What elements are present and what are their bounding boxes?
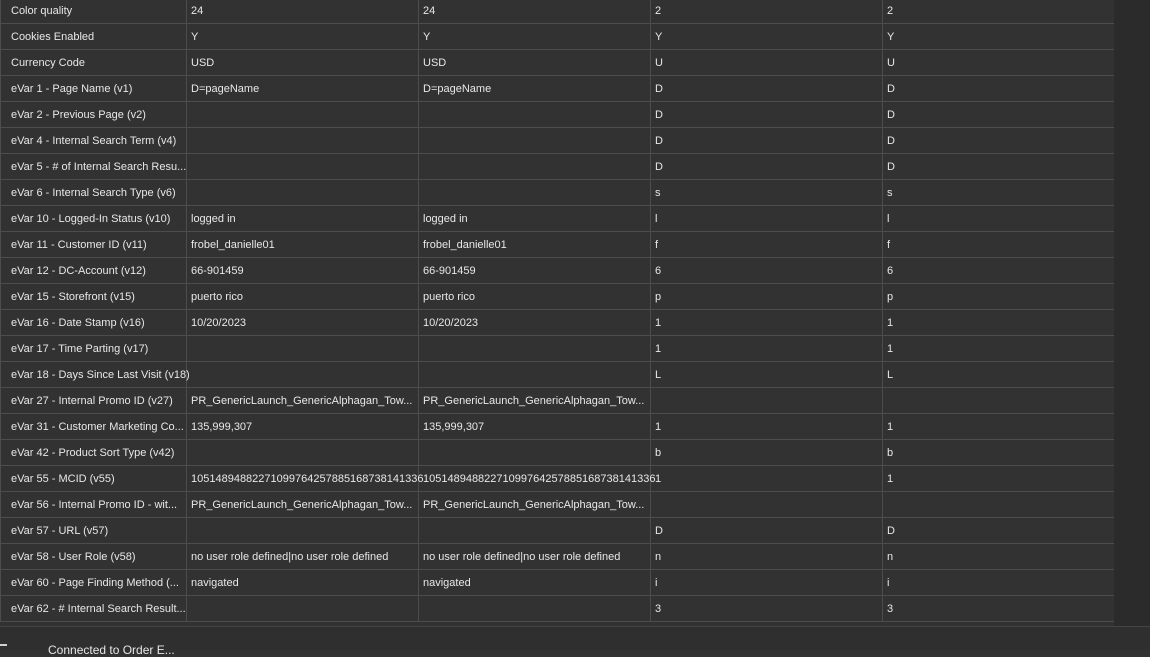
value-cell: p — [883, 284, 1115, 310]
value-cell: D — [883, 128, 1115, 154]
value-cell: PR_GenericLaunch_GenericAlphagan_Tow... — [419, 492, 651, 518]
value-cell — [187, 154, 419, 180]
table-row — [1, 154, 1115, 180]
value-cell: D — [651, 102, 883, 128]
variable-name-cell: eVar 60 - Page Finding Method (... — [1, 570, 187, 596]
value-cell: no user role defined|no user role defined — [419, 544, 651, 570]
value-cell — [419, 180, 651, 206]
value-cell — [187, 128, 419, 154]
table-row — [1, 102, 1115, 128]
value-cell: D — [883, 154, 1115, 180]
value-cell: 1 — [883, 336, 1115, 362]
variable-name-cell: eVar 58 - User Role (v58) — [1, 544, 187, 570]
value-cell: PR_GenericLaunch_GenericAlphagan_Tow... — [187, 492, 419, 518]
variable-name-cell: eVar 12 - DC-Account (v12) — [1, 258, 187, 284]
value-cell: D — [651, 76, 883, 102]
value-cell: l — [883, 206, 1115, 232]
value-cell: U — [883, 50, 1115, 76]
variable-name-cell: eVar 6 - Internal Search Type (v6) — [1, 180, 187, 206]
value-cell: 135,999,307 — [419, 414, 651, 440]
value-cell: 1 — [651, 310, 883, 336]
value-cell: 10/20/2023 — [187, 310, 419, 336]
table-row — [1, 128, 1115, 154]
value-cell: Y — [651, 24, 883, 50]
value-cell — [419, 154, 651, 180]
value-cell — [187, 180, 419, 206]
variable-name-cell: eVar 55 - MCID (v55) — [1, 466, 187, 492]
value-cell: 135,999,307 — [187, 414, 419, 440]
value-cell: D — [883, 76, 1115, 102]
variable-name-cell: eVar 57 - URL (v57) — [1, 518, 187, 544]
value-cell: navigated — [187, 570, 419, 596]
value-cell: 1 — [883, 414, 1115, 440]
value-cell: 3 — [651, 596, 883, 622]
value-cell: 66-901459 — [187, 258, 419, 284]
variable-name-cell: eVar 17 - Time Parting (v17) — [1, 336, 187, 362]
value-cell: b — [883, 440, 1115, 466]
value-cell: D — [651, 518, 883, 544]
table-row — [1, 440, 1115, 466]
value-cell — [187, 440, 419, 466]
value-cell: D=pageName — [187, 76, 419, 102]
value-cell — [651, 388, 883, 414]
value-cell: f — [651, 232, 883, 258]
value-cell — [419, 596, 651, 622]
value-cell — [651, 492, 883, 518]
status-bar-label: Connected to Order E... — [48, 643, 175, 657]
table-row — [1, 362, 1115, 388]
value-cell: 1 — [651, 336, 883, 362]
value-cell: frobel_danielle01 — [419, 232, 651, 258]
value-cell — [187, 362, 419, 388]
value-cell: 24 — [419, 0, 651, 24]
value-cell: n — [651, 544, 883, 570]
value-cell: USD — [187, 50, 419, 76]
value-cell: 10514894882271099764257885168738141336 — [419, 466, 651, 492]
value-cell: 10514894882271099764257885168738141336 — [187, 466, 419, 492]
value-cell: 6 — [883, 258, 1115, 284]
value-cell: D — [651, 154, 883, 180]
value-cell — [419, 336, 651, 362]
table-row — [1, 518, 1115, 544]
value-cell: Y — [419, 24, 651, 50]
value-cell: 6 — [651, 258, 883, 284]
value-cell — [419, 440, 651, 466]
value-cell: 2 — [883, 0, 1115, 24]
variable-name-cell: eVar 5 - # of Internal Search Resu... — [1, 154, 187, 180]
vertical-scrollbar[interactable] — [1114, 0, 1150, 626]
value-cell: i — [883, 570, 1115, 596]
table-row — [1, 180, 1115, 206]
value-cell: navigated — [419, 570, 651, 596]
variable-name-cell: eVar 15 - Storefront (v15) — [1, 284, 187, 310]
variable-name-cell: Color quality — [1, 0, 187, 24]
minus-icon[interactable] — [0, 644, 7, 646]
table-row — [1, 544, 1115, 570]
value-cell: D — [883, 102, 1115, 128]
value-cell: f — [883, 232, 1115, 258]
table-row — [1, 336, 1115, 362]
variable-name-cell: eVar 18 - Days Since Last Visit (v18) — [1, 362, 187, 388]
table-row — [1, 50, 1115, 76]
value-cell: i — [651, 570, 883, 596]
value-cell — [187, 596, 419, 622]
variable-name-cell: eVar 4 - Internal Search Term (v4) — [1, 128, 187, 154]
table-row — [1, 596, 1115, 622]
table-row — [1, 24, 1115, 50]
variables-table-body — [1, 0, 1115, 622]
table-row — [1, 258, 1115, 284]
value-cell: puerto rico — [419, 284, 651, 310]
value-cell — [883, 388, 1115, 414]
value-cell — [419, 128, 651, 154]
value-cell — [187, 336, 419, 362]
variable-name-cell: eVar 2 - Previous Page (v2) — [1, 102, 187, 128]
variable-name-cell: eVar 42 - Product Sort Type (v42) — [1, 440, 187, 466]
value-cell: D — [651, 128, 883, 154]
variable-name-cell: eVar 31 - Customer Marketing Co... — [1, 414, 187, 440]
value-cell: s — [651, 180, 883, 206]
value-cell: 24 — [187, 0, 419, 24]
value-cell: 1 — [883, 466, 1115, 492]
variable-name-cell: Cookies Enabled — [1, 24, 187, 50]
value-cell — [187, 518, 419, 544]
value-cell: puerto rico — [187, 284, 419, 310]
value-cell: 1 — [651, 414, 883, 440]
value-cell: L — [883, 362, 1115, 388]
value-cell: D=pageName — [419, 76, 651, 102]
table-row — [1, 570, 1115, 596]
variable-name-cell: eVar 62 - # Internal Search Result... — [1, 596, 187, 622]
variable-name-cell: Currency Code — [1, 50, 187, 76]
value-cell: PR_GenericLaunch_GenericAlphagan_Tow... — [419, 388, 651, 414]
value-cell — [419, 102, 651, 128]
table-row — [1, 0, 1115, 24]
value-cell: Y — [883, 24, 1115, 50]
value-cell: no user role defined|no user role defined — [187, 544, 419, 570]
variable-name-cell: eVar 10 - Logged-In Status (v10) — [1, 206, 187, 232]
value-cell: s — [883, 180, 1115, 206]
value-cell: 10/20/2023 — [419, 310, 651, 336]
table-row — [1, 310, 1115, 336]
variable-name-cell: eVar 1 - Page Name (v1) — [1, 76, 187, 102]
value-cell: p — [651, 284, 883, 310]
value-cell: 2 — [651, 0, 883, 24]
variable-name-cell: eVar 27 - Internal Promo ID (v27) — [1, 388, 187, 414]
value-cell: USD — [419, 50, 651, 76]
variable-name-cell: eVar 56 - Internal Promo ID - wit... — [1, 492, 187, 518]
value-cell: logged in — [419, 206, 651, 232]
value-cell: U — [651, 50, 883, 76]
value-cell: 1 — [883, 310, 1115, 336]
value-cell: logged in — [187, 206, 419, 232]
table-row — [1, 232, 1115, 258]
value-cell: b — [651, 440, 883, 466]
value-cell: 3 — [883, 596, 1115, 622]
value-cell: PR_GenericLaunch_GenericAlphagan_Tow... — [187, 388, 419, 414]
table-row — [1, 206, 1115, 232]
value-cell: L — [651, 362, 883, 388]
value-cell: 66-901459 — [419, 258, 651, 284]
value-cell — [883, 492, 1115, 518]
value-cell — [187, 102, 419, 128]
table-row — [1, 466, 1115, 492]
value-cell: 1 — [651, 466, 883, 492]
variable-name-cell: eVar 16 - Date Stamp (v16) — [1, 310, 187, 336]
value-cell: frobel_danielle01 — [187, 232, 419, 258]
table-row — [1, 76, 1115, 102]
table-row — [1, 284, 1115, 310]
status-bar — [0, 626, 1150, 657]
table-row — [1, 388, 1115, 414]
table-row — [1, 414, 1115, 440]
value-cell: Y — [187, 24, 419, 50]
value-cell: l — [651, 206, 883, 232]
value-cell — [419, 362, 651, 388]
value-cell: n — [883, 544, 1115, 570]
value-cell — [419, 518, 651, 544]
variable-name-cell: eVar 11 - Customer ID (v11) — [1, 232, 187, 258]
value-cell: D — [883, 518, 1115, 544]
table-row — [1, 492, 1115, 518]
